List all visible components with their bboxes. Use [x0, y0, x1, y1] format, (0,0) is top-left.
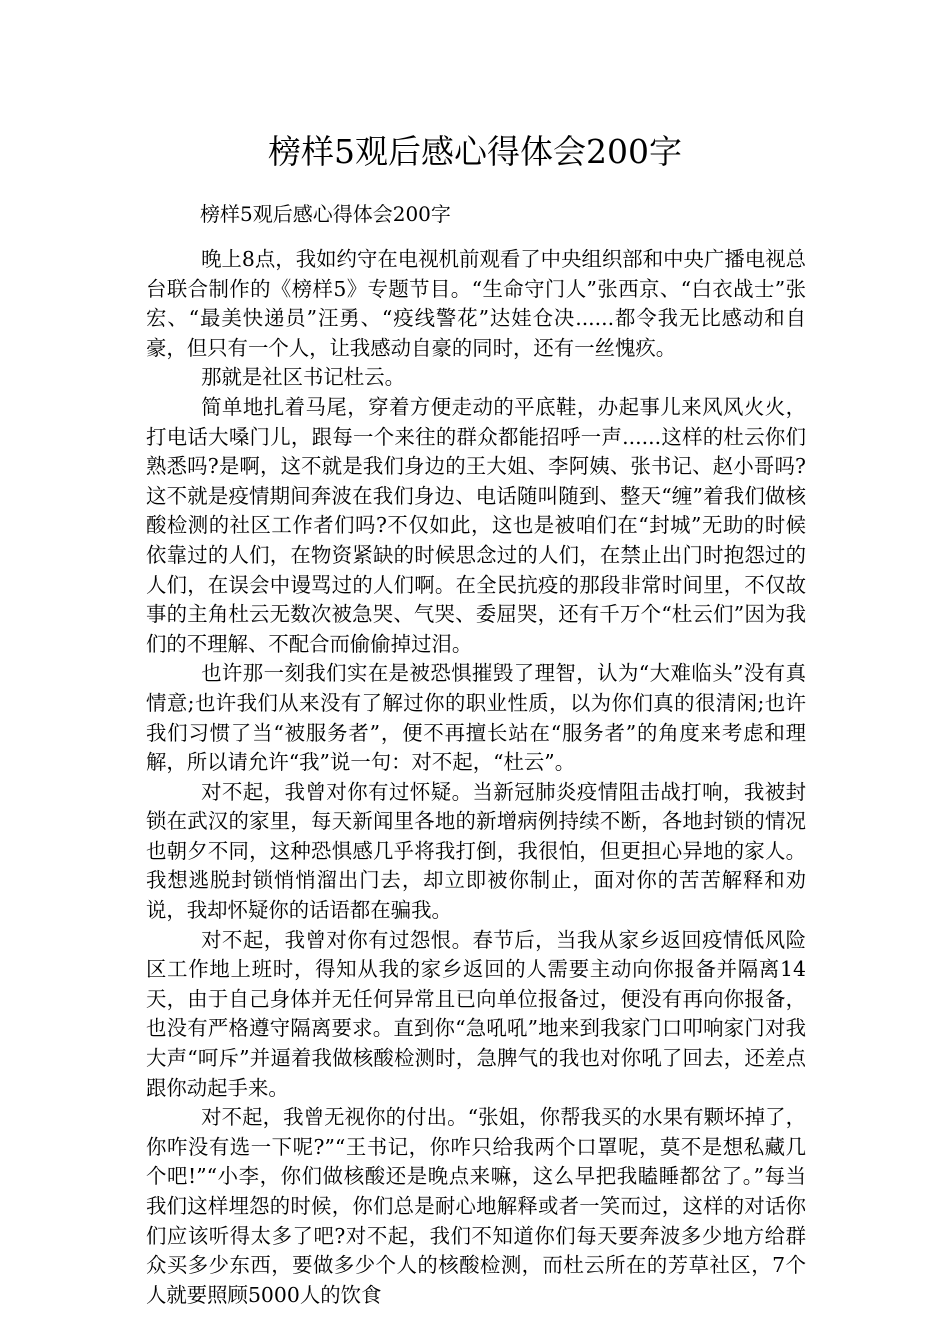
paragraph: 对不起，我曾对你有过怨恨。春节后，当我从家乡返回疫情低风险区工作地上班时，得知从我的家乡返回的人需要主动向你报备并隔离14天，由于自己身体并无任何异常且已向单位报备过，便没有再向你报备，也没有严格遵守隔离要求。直到你“急吼吼”地来到我家门口叩响家门对我大声“呵斥”并逼着我做核酸检测时，急脾气的我也对你吼了回去，还差点跟你动起手来。 — [146, 927, 806, 1100]
paragraph: 对不起，我曾对你有过怀疑。当新冠肺炎疫情阻击战打响，我被封锁在武汉的家里，每天新闻里各地的新增病例持续不断，各地封锁的情况也朝夕不同，这种恐惧感几乎将我打倒，我很怕，但更担心异地的家人。我想逃脱封锁悄悄溜出门去，却立即被你制止，面对你的苦苦解释和劝说，我却怀疑你的话语都在骗我。 — [146, 779, 806, 923]
paragraph: 那就是社区书记杜云。 — [201, 365, 405, 390]
document-subtitle: 榜样5观后感心得体会200字 — [200, 202, 451, 226]
document-title: 榜样5观后感心得体会200字 — [268, 132, 682, 171]
paragraph: 晚上8点，我如约守在电视机前观看了中央组织部和中央广播电视总台联合制作的《榜样5》专题节目。“生命守门人”张西京、“白衣战士”张宏、“最美快递员”汪勇、“疫线警花”达娃仓决......都令我无比感动和自豪，但只有一个人，让我感动自豪的同时，还有一丝愧疚。 — [146, 247, 806, 360]
paragraph: 简单地扎着马尾，穿着方便走动的平底鞋，办起事儿来风风火火，打电话大嗓门儿，跟每一个来往的群众都能招呼一声......这样的杜云你们熟悉吗?是啊，这不就是我们身边的王大姐、李阿姨、张书记、赵小哥吗?这不就是疫情期间奔波在我们身边、电话随叫随到、整天“缠”着我们做核酸检测的社区工作者们吗?不仅如此，这也是被咱们在“封城”无助的时候依靠过的人们，在物资紧缺的时候思念过的人们，在禁止出门时抱怨过的人们，在误会中谩骂过的人们啊。在全民抗疫的那段非常时间里，不仅故事的主角杜云无数次被急哭、气哭、委屈哭，还有千万个“杜云们”因为我们的不理解、不配合而偷偷掉过泪。 — [146, 394, 806, 656]
paragraph: 对不起，我曾无视你的付出。“张姐，你帮我买的水果有颗坏掉了，你咋没有选一下呢?”“王书记，你咋只给我两个口罩呢，莫不是想私藏几个吧!”“小李，你们做核酸还是晚点来嘛，这么早把我瞌睡都岔了。”每当我们这样埋怨的时候，你们总是耐心地解释或者一笑而过，这样的对话你们应该听得太多了吧?对不起，我们不知道你们每天要奔波多少地方给群众买多少东西，要做多少个人的核酸检测，而杜云所在的芳草社区，7个人就要照顾5000人的饮食 — [146, 1105, 806, 1307]
document-body — [146, 245, 806, 1310]
paragraph: 也许那一刻我们实在是被恐惧摧毁了理智，认为“大难临头”没有真情意;也许我们从来没有了解过你的职业性质，以为你们真的很清闲;也许我们习惯了当“被服务者”，便不再擅长站在“服务者”的角度来考虑和理解，所以请允许“我”说一句：对不起，“杜云”。 — [146, 661, 806, 775]
